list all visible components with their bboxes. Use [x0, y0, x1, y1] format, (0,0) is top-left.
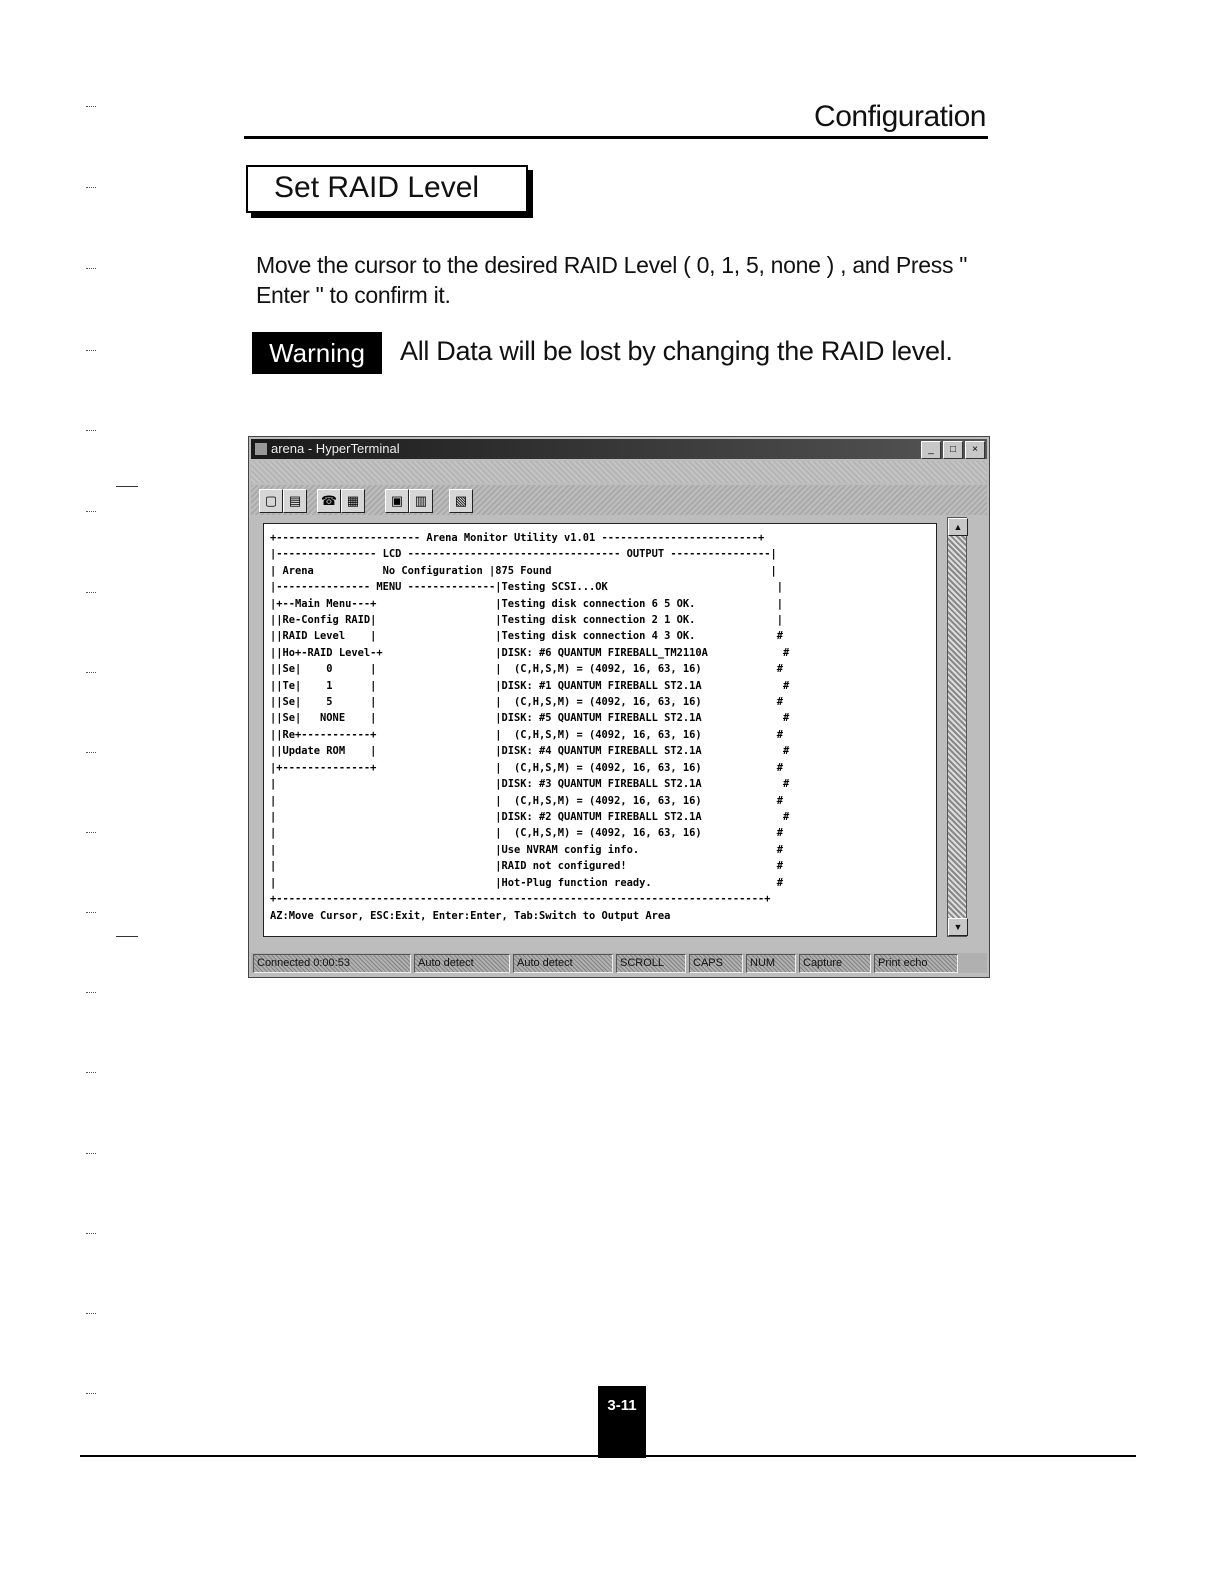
terminal-screen[interactable]: [263, 523, 937, 937]
margin-tick: [86, 1393, 96, 1394]
terminal-line: | |DISK: #3 QUANTUM FIREBALL ST2.1A #: [270, 778, 790, 791]
margin-tick: [86, 1153, 96, 1154]
terminal-line: | | (C,H,S,M) = (4092, 16, 63, 16) #: [270, 794, 783, 807]
margin-tick: [86, 912, 96, 913]
terminal-line: ||Re-Config RAID| |Testing disk connection 2 1 OK. |: [270, 614, 783, 627]
margin-tick: [86, 268, 96, 269]
terminal-line: | | (C,H,S,M) = (4092, 16, 63, 16) #: [270, 827, 783, 840]
status-pane: Auto detect: [414, 954, 510, 973]
terminal-line: | |Use NVRAM config info. #: [270, 843, 783, 856]
terminal-line: |---------------- LCD ---------------------------------- OUTPUT ----------------|: [270, 548, 777, 561]
properties-icon[interactable]: ▦: [341, 489, 365, 513]
margin-tick: [86, 430, 96, 431]
maximize-button[interactable]: □: [943, 441, 963, 459]
terminal-line: | |Hot-Plug function ready. #: [270, 876, 783, 889]
margin-tick: [116, 486, 138, 487]
terminal-line: ||Se| 0 | | (C,H,S,M) = (4092, 16, 63, 16) #: [270, 663, 783, 676]
margin-tick: [86, 511, 96, 512]
margin-tick: [86, 1072, 96, 1073]
margin-tick: [86, 187, 96, 188]
receive-icon[interactable]: ▥: [409, 489, 433, 513]
terminal-line: ||Se| NONE | |DISK: #5 QUANTUM FIREBALL ST2.1A #: [270, 712, 790, 725]
window-title: arena - HyperTerminal: [271, 441, 400, 456]
section-title: Configuration: [814, 100, 986, 133]
minimize-button[interactable]: _: [921, 441, 941, 459]
section-heading: Set RAID Level: [274, 171, 480, 204]
status-pane: Connected 0:00:53: [253, 954, 411, 973]
margin-tick: [86, 106, 96, 107]
terminal-line: |+--Main Menu---+ |Testing disk connection 6 5 OK. |: [270, 597, 783, 610]
status-pane: Print echo: [874, 954, 958, 973]
open-icon[interactable]: ▤: [283, 489, 307, 513]
capture-icon[interactable]: ▧: [449, 489, 473, 513]
status-bar: [251, 953, 987, 973]
terminal-line: | |DISK: #2 QUANTUM FIREBALL ST2.1A #: [270, 810, 790, 823]
margin-tick: [86, 1233, 96, 1234]
terminal-line: +----------------------- Arena Monitor Utility v1.01 -------------------------+: [270, 532, 765, 544]
terminal-output: [270, 530, 789, 907]
scroll-down-icon[interactable]: ▼: [948, 918, 968, 936]
terminal-line: ||Re+-----------+ | (C,H,S,M) = (4092, 16, 63, 16) #: [270, 728, 783, 741]
menu-bar[interactable]: [251, 461, 987, 483]
terminal-line: |--------------- MENU --------------|Testing SCSI...OK |: [270, 581, 783, 594]
margin-tick: [86, 672, 96, 673]
instruction-text: Move the cursor to the desired RAID Level ( 0, 1, 5, none ) , and Press " Enter " to confirm it.: [256, 252, 968, 308]
app-icon: [255, 443, 267, 455]
terminal-line: | Arena No Configuration |875 Found |: [270, 564, 777, 577]
header-rule: [244, 136, 988, 139]
disconnect-icon[interactable]: ☎: [317, 489, 341, 513]
margin-tick: [86, 1313, 96, 1314]
page-number: 3-11: [598, 1386, 646, 1458]
toolbar: [251, 485, 987, 515]
warning-text: All Data will be lost by changing the RAID level.: [400, 336, 953, 366]
new-icon[interactable]: ▢: [259, 489, 283, 513]
status-pane: CAPS: [689, 954, 743, 973]
section-heading-box: [246, 165, 528, 213]
hyperterminal-window: [248, 436, 990, 978]
status-pane: SCROLL: [616, 954, 686, 973]
terminal-line: |+--------------+ | (C,H,S,M) = (4092, 16, 63, 16) #: [270, 761, 783, 774]
scroll-up-icon[interactable]: ▲: [948, 518, 968, 536]
window-titlebar[interactable]: [251, 439, 987, 459]
vertical-scrollbar[interactable]: [947, 517, 967, 937]
terminal-line: ||Te| 1 | |DISK: #1 QUANTUM FIREBALL ST2.1A #: [270, 679, 790, 692]
margin-tick: [86, 592, 96, 593]
terminal-line: | |RAID not configured! #: [270, 860, 783, 873]
terminal-line: ||RAID Level | |Testing disk connection 4 3 OK. #: [270, 630, 783, 643]
terminal-line: ||Ho+-RAID Level-+ |DISK: #6 QUANTUM FIREBALL_TM2110A #: [270, 646, 790, 659]
terminal-status-line: AZ:Move Cursor, ESC:Exit, Enter:Enter, Tab:Switch to Output Area: [270, 910, 671, 922]
close-button[interactable]: ×: [965, 441, 985, 459]
status-pane: Capture: [799, 954, 871, 973]
terminal-line: ||Se| 5 | | (C,H,S,M) = (4092, 16, 63, 16) #: [270, 696, 783, 709]
terminal-line: ||Update ROM | |DISK: #4 QUANTUM FIREBALL ST2.1A #: [270, 745, 790, 758]
status-pane: NUM: [746, 954, 796, 973]
margin-tick: [116, 936, 138, 937]
margin-tick: [86, 832, 96, 833]
margin-tick: [86, 350, 96, 351]
footer-rule: [80, 1455, 1136, 1457]
warning-badge: Warning: [252, 332, 382, 374]
terminal-line: +------------------------------------------------------------------------------+: [270, 892, 771, 905]
status-pane: Auto detect: [513, 954, 613, 973]
send-icon[interactable]: ▣: [385, 489, 409, 513]
margin-tick: [86, 752, 96, 753]
margin-tick: [86, 992, 96, 993]
